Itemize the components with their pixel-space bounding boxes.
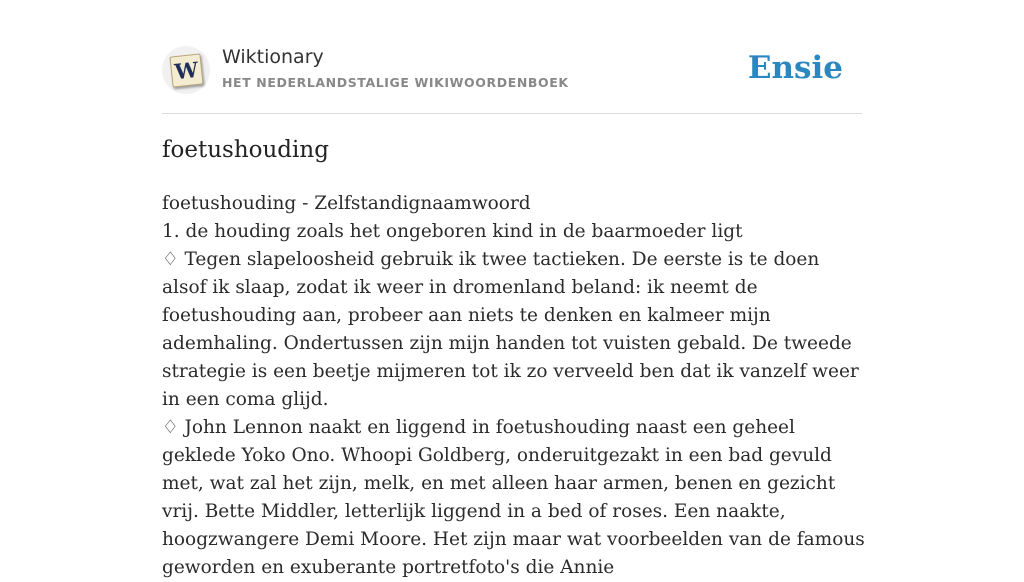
definition: 1. de houding zoals het ongeboren kind in de baarmoeder ligt xyxy=(162,221,743,242)
content xyxy=(162,0,865,578)
wiktionary-logo-icon[interactable] xyxy=(162,46,210,94)
ensie-brand-logo[interactable]: Ensie xyxy=(747,50,843,86)
entry-body xyxy=(162,190,867,582)
page-title: foetushouding xyxy=(162,137,329,163)
site-header xyxy=(162,0,862,114)
logo-tile xyxy=(169,53,203,87)
site-title[interactable]: Wiktionary xyxy=(222,46,324,68)
site-subtitle: HET NEDERLANDSTALIGE WIKIWOORDENBOEK xyxy=(222,75,569,90)
example-sentence: ♢ John Lennon naakt en liggend in foetushouding naast een geheel geklede Yoko Ono. Whoopi Goldberg, onderuitgezakt in een bad gevuld met, wat zal het zijn, melk, en met alleen haar armen, benen en gezicht vrij. Bette Middler, letterlijk liggend in a bed of roses. Een naakte, hoogzwangere Demi Moore. Het zijn maar wat voorbeelden van de famous geworden en exuberante portretfoto's die Annie xyxy=(162,417,865,578)
example-sentence: ♢ Tegen slapeloosheid gebruik ik twee tactieken. De eerste is te doen alsof ik slaap, zodat ik weer in dromenland beland: ik neemt de foetushouding aan, probeer aan niets te denken en kalmeer mijn ademhaling. Ondertussen zijn mijn handen tot vuisten gebald. De tweede strategie is een beetje mijmeren tot ik zo verveeld ben dat ik vanzelf weer in een coma glijd. xyxy=(162,249,859,410)
logo-letter: W xyxy=(173,56,200,85)
entry-heading-line: foetushouding - Zelfstandignaamwoord xyxy=(162,193,531,214)
